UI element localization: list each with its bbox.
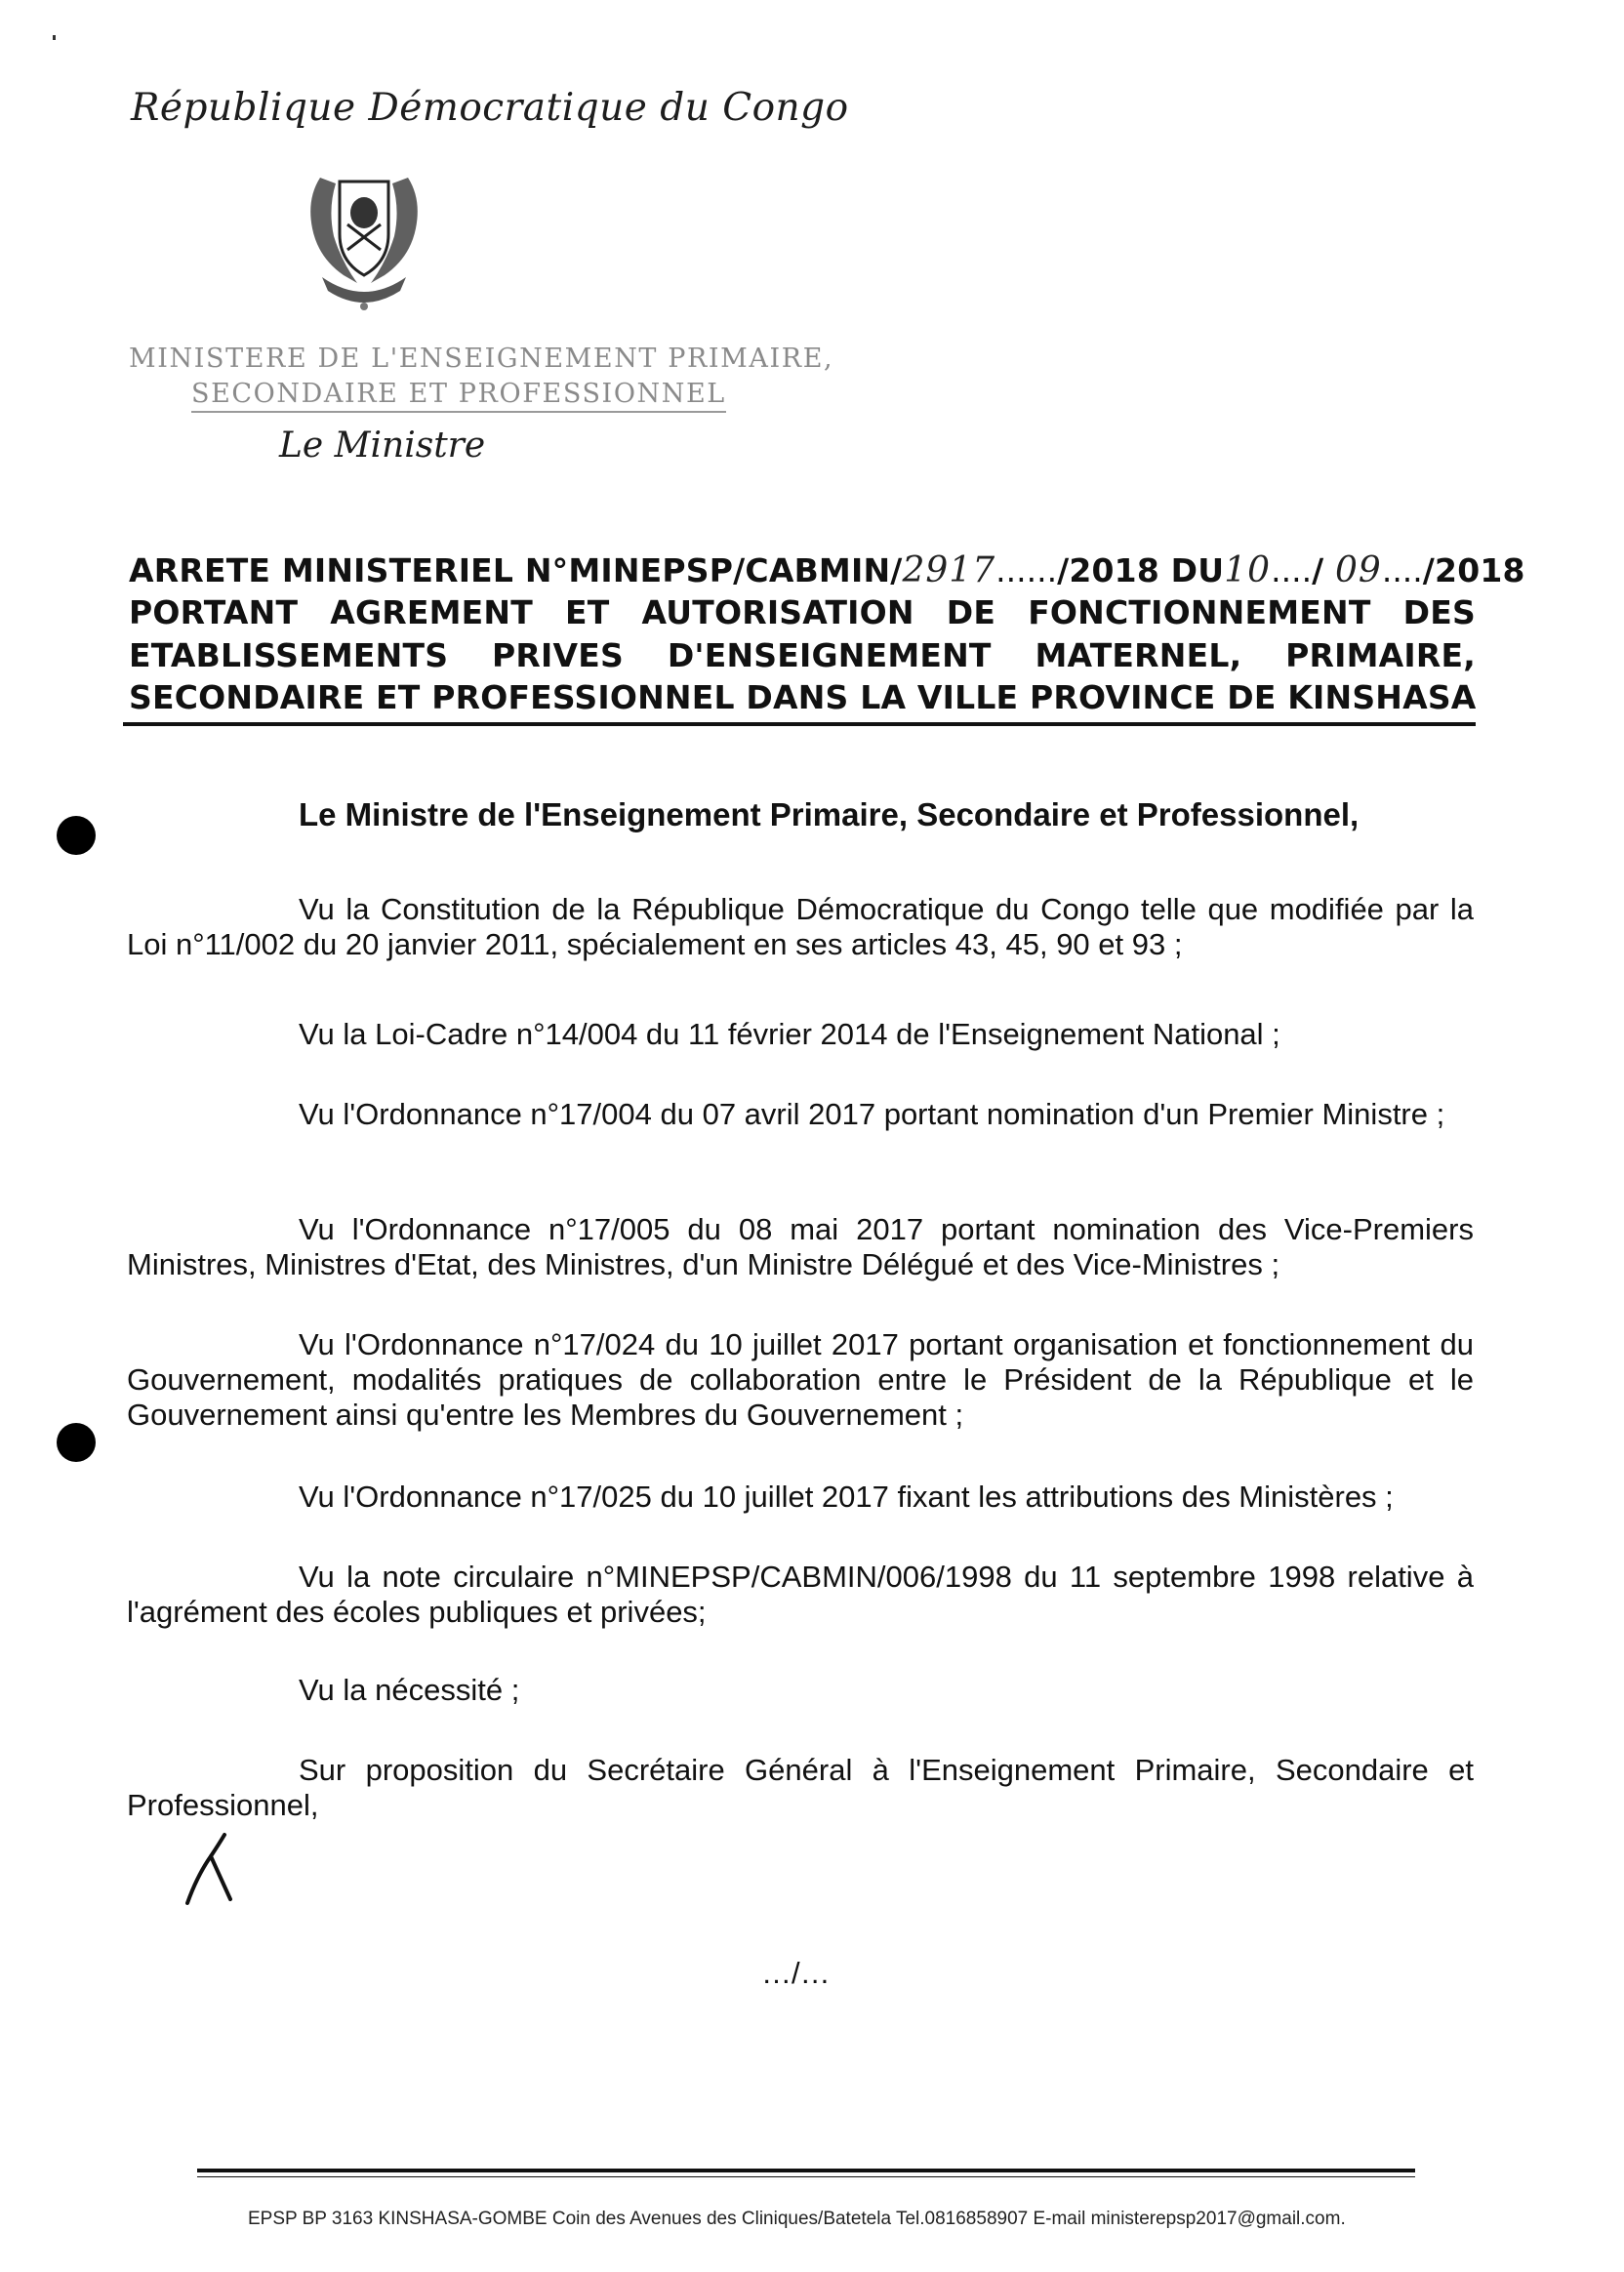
- ministry-name-line2: SECONDAIRE ET PROFESSIONNEL: [191, 379, 726, 413]
- scan-speck: [53, 35, 56, 40]
- recital-paragraph: Vu la Loi-Cadre n°14/004 du 11 février 2014 de l'Enseignement National ;: [299, 1017, 1280, 1051]
- title-word: D'ENSEIGNEMENT: [667, 636, 992, 674]
- decree-title-prefix: ARRETE MINISTERIEL N°MINEPSP/CABMIN/: [129, 551, 903, 589]
- continued-marker: …/…: [761, 1956, 831, 1990]
- decree-month-dots: ....: [1381, 551, 1423, 589]
- recital-paragraph: Vu l'Ordonnance n°17/025 du 10 juillet 2017 fixant les attributions des Ministères ;: [299, 1480, 1394, 1514]
- footer-address: EPSP BP 3163 KINSHASA-GOMBE Coin des Avenues des Cliniques/Batetela Tel.0816858907 E-mail ministerepsp2017@gmail.com.: [248, 2209, 1346, 2229]
- recital-paragraph: Sur proposition du Secrétaire Général à l'Enseignement Primaire, Secondaire et Professionnel,: [127, 1753, 1474, 1822]
- recital-paragraph: Vu la Constitution de la République Démocratique du Congo telle que modifiée par la Loi n°11/002 du 20 janvier 2011, spécialement en ses articles 43, 45, 90 et 93 ;: [127, 892, 1474, 961]
- decree-day-handwritten: 10: [1224, 550, 1272, 590]
- footer-rule-thin: [197, 2176, 1415, 2177]
- title-word: PRIVES: [492, 636, 624, 674]
- preamble-heading: Le Ministre de l'Enseignement Primaire, Secondaire et Professionnel,: [299, 796, 1360, 832]
- decree-number-dots: ......: [995, 551, 1058, 589]
- title-word: ET: [565, 593, 610, 631]
- title-word: MATERNEL,: [1035, 636, 1242, 674]
- handwritten-initial: [182, 1831, 240, 1909]
- title-underline: [123, 722, 1476, 726]
- decree-title-line1: ARRETE MINISTERIEL N°MINEPSP/CABMIN/2917....../2018 DU10..../ 09..../2018: [129, 550, 1525, 590]
- footer-rule-thick: [197, 2169, 1415, 2172]
- recital-paragraph: Vu l'Ordonnance n°17/024 du 10 juillet 2017 portant organisation et fonctionnement du Gouvernement, modalités pratiques de collaboration entre le Président de la République et le Gouvernement ainsi qu'entre les Membres du Gouvernement ;: [127, 1327, 1474, 1432]
- decree-title-line4: SECONDAIRE ET PROFESSIONNEL DANS LA VILLE PROVINCE DE KINSHASA: [129, 678, 1477, 716]
- title-word: DE: [946, 593, 996, 631]
- title-word: PORTANT: [129, 593, 299, 631]
- recital-paragraph: Vu la nécessité ;: [299, 1673, 520, 1707]
- coat-of-arms-emblem: [299, 160, 429, 318]
- decree-date-year: /2018: [1422, 551, 1525, 589]
- signatory-title: Le Ministre: [279, 426, 486, 466]
- title-word: PRIMAIRE,: [1285, 636, 1476, 674]
- letterhead-republic: République Démocratique du Congo: [131, 86, 849, 130]
- ministry-name-line1: MINISTERE DE L'ENSEIGNEMENT PRIMAIRE,: [129, 344, 834, 374]
- title-word: DES: [1402, 593, 1476, 631]
- title-word: AUTORISATION: [641, 593, 914, 631]
- decree-month-handwritten: 09: [1335, 550, 1382, 590]
- decree-year-label: /2018 DU: [1057, 551, 1225, 589]
- recital-paragraph: Vu l'Ordonnance n°17/004 du 07 avril 2017 portant nomination d'un Premier Ministre ;: [299, 1097, 1445, 1131]
- decree-title-line2: [129, 593, 1476, 631]
- recital-paragraph: Vu l'Ordonnance n°17/005 du 08 mai 2017 portant nomination des Vice-Premiers Ministres, Ministres d'Etat, des Ministres, d'un Ministre Délégué et des Vice-Ministres ;: [127, 1212, 1474, 1281]
- title-word: ETABLISSEMENTS: [129, 636, 449, 674]
- decree-title-line3: [129, 636, 1476, 674]
- decree-day-dots: ....: [1271, 551, 1313, 589]
- recital-paragraph: Vu la note circulaire n°MINEPSP/CABMIN/006/1998 du 11 septembre 1998 relative à l'agrément des écoles publiques et privées;: [127, 1560, 1474, 1629]
- title-word: FONCTIONNEMENT: [1028, 593, 1371, 631]
- decree-number-handwritten: 2917: [902, 550, 996, 590]
- punch-hole-bottom: [57, 1423, 96, 1462]
- title-word: AGREMENT: [330, 593, 533, 631]
- punch-hole-top: [57, 816, 96, 855]
